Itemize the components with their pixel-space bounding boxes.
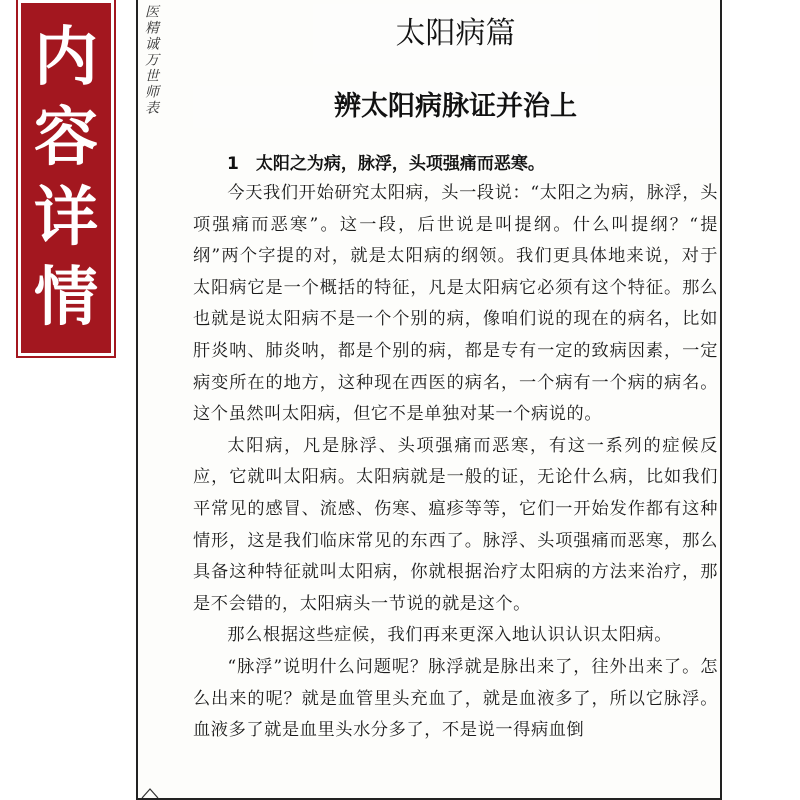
banner-char: 内 (34, 21, 98, 95)
clause-heading: 1 太阳之为病，脉浮，头项强痛而恶寒。 (227, 154, 545, 174)
running-header: 医精诚万世师表 (143, 4, 159, 116)
body-paragraph: 那么根据这些症候，我们再来更深入地认识认识太阳病。 (227, 625, 673, 646)
body-paragraph: 太阳病，凡是脉浮、头项强痛而恶寒，有这一系列的症候反应，它就叫太阳病。太阳病就是一般的证，无论什么病，比如我们平常见的感冒、流感、伤寒、瘟疹等等，它们一开始发作都有这种情形，这是我们临床常见的东西了。脉浮、头项强痛而恶寒，那么具备这种特征就叫太阳病，你就根据治疗太阳病的方法来治疗，那是不会错的，太阳病头一节说的就是这个。 (193, 435, 718, 614)
body-paragraph: “脉浮”说明什么问题呢？脉浮就是脉出来了，往外出来了。怎么出来的呢？就是血管里头充血了，就是血液多了，所以它脉浮。血液多了就是血里头水分多了，不是说一得病血倒 (193, 656, 718, 741)
chapter-subtitle: 辨太阳病脉证并治上 (193, 86, 718, 128)
corner-ornament-icon (140, 786, 160, 798)
banner-char: 情 (34, 261, 98, 335)
page-title: 太阳病篇 (313, 4, 598, 64)
banner-char: 容 (34, 101, 98, 175)
body-paragraph: 今天我们开始研究太阳病，头一段说：“太阳之为病，脉浮，头项强痛而恶寒”。这一段，后世说是叫提纲。什么叫提纲？“提纲”两个字提的对，就是太阳病的纲领。我们更具体地来说，对于太阳病它是一个概括的特征，凡是太阳病它必须有这个特征。那么也就是说太阳病不是一个个别的病，像咱们说的现在的病名，比如肝炎呐、肺炎呐，都是个别的病，都是专有一定的致病因素，一定病变所在的地方，这种现在西医的病名，一个病有一个病的病名。这个虽然叫太阳病，但它不是单独对某一个病说的。 (193, 183, 718, 425)
book-page (136, 0, 722, 800)
detail-banner (18, 0, 114, 356)
page-content (193, 0, 718, 747)
banner-char: 详 (34, 181, 98, 255)
